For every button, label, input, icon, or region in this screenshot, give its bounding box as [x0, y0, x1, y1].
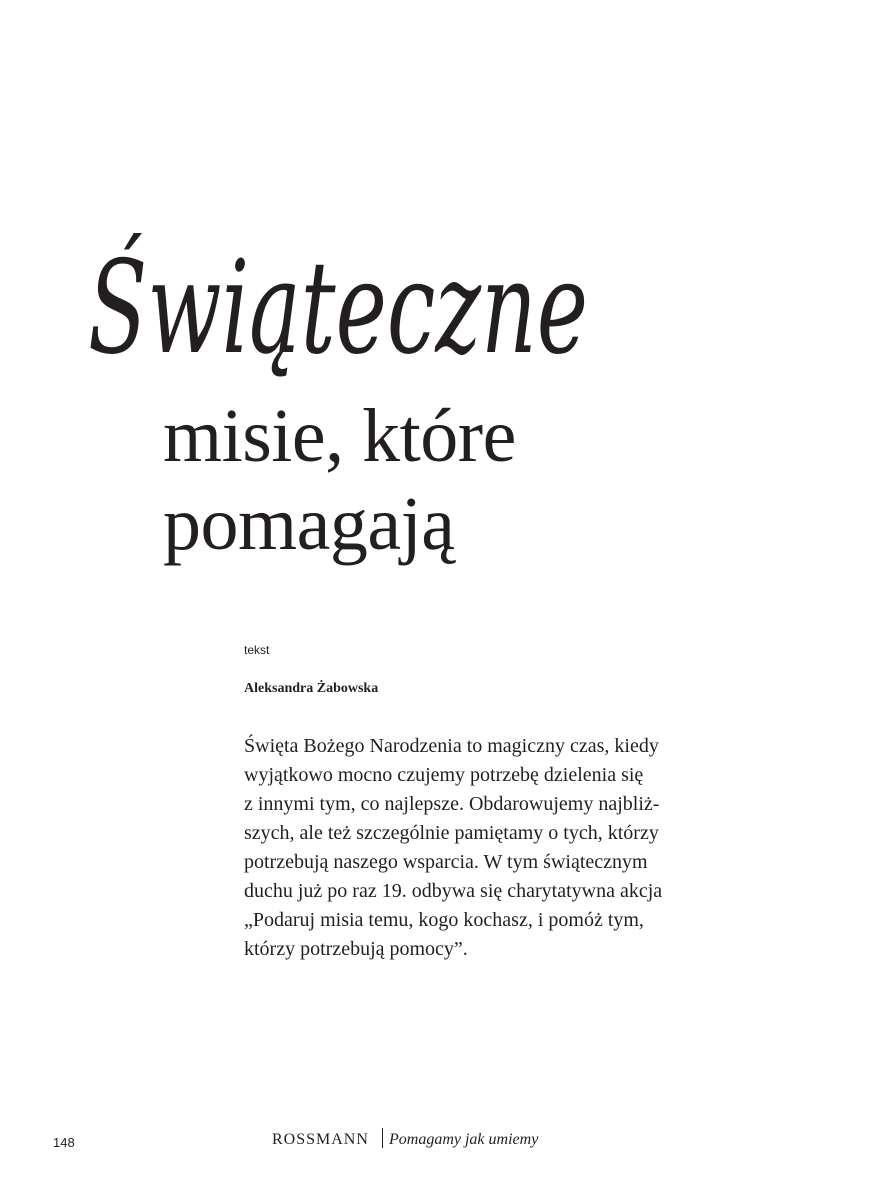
footer-brand: ROSSMANN	[272, 1131, 369, 1148]
lead-line: szych, ale też szczególnie pamiętamy o tych, którzy	[244, 822, 659, 844]
lead-line: potrzebują naszego wsparcia. W tym świątecznym	[244, 851, 648, 873]
footer-tagline: Pomagamy jak umiemy	[389, 1131, 539, 1148]
lead-line: którzy potrzebują pomocy”.	[244, 938, 468, 960]
lead-line: z innymi tym, co najlepsze. Obdarowujemy najbliż-	[244, 793, 660, 815]
footer-divider	[382, 1128, 383, 1148]
lead-line: duchu już po raz 19. odbywa się charytatywna akcja	[244, 880, 663, 902]
lead-line: Święta Bożego Narodzenia to magiczny czas, kiedy	[244, 735, 659, 757]
lead-paragraph	[244, 732, 714, 964]
script-headline-text: Świąteczne	[88, 234, 588, 383]
headline-line-2: pomagają	[163, 482, 455, 566]
script-headline-graphic	[82, 202, 602, 412]
lead-line: „Podaruj misia temu, kogo kochasz, i pomóż tym,	[244, 909, 644, 931]
headline-line-1: misie, które	[163, 394, 516, 478]
lead-line: wyjątkowo mocno czujemy potrzebę dzielenia się	[244, 764, 644, 786]
page-number: 148	[53, 1135, 75, 1150]
script-headline	[82, 202, 602, 412]
byline-author: Aleksandra Żabowska	[244, 681, 379, 696]
byline-label: tekst	[244, 643, 270, 657]
headline	[163, 392, 516, 568]
